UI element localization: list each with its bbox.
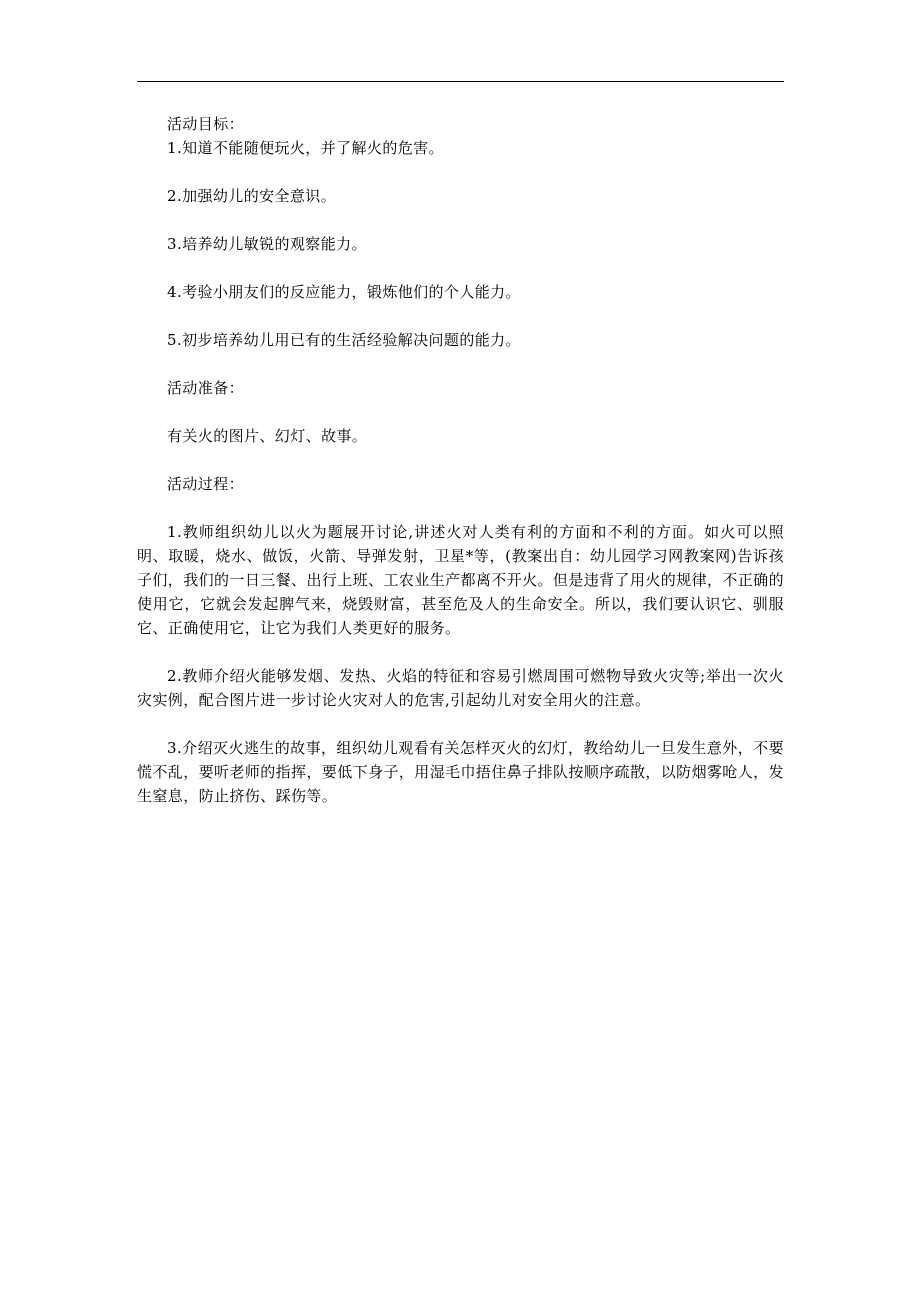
process-heading: 活动过程： [167, 475, 245, 493]
header-rule [137, 81, 784, 82]
goal-item: 4.考验小朋友们的反应能力，锻炼他们的个人能力。 [167, 283, 521, 301]
goal-item: 2.加强幼儿的安全意识。 [167, 187, 337, 205]
prep-text: 有关火的图片、幻灯、故事。 [167, 427, 368, 445]
process-paragraph: 1.教师组织幼儿以火为题展开讨论,讲述火对人类有利的方面和不利的方面。如火可以照明、取暖，烧水、做饭，火箭、导弹发射，卫星*等，(教案出自：幼儿园学习网教案网)告诉孩子们，我们的一日三餐、出行上班、工农业生产都离不开火。但是违背了用火的规律，不正确的使用它，它就会发起脾气来，烧毁财富，甚至危及人的生命安全。所以，我们要认识它、驯服它、正确使用它，让它为我们人类更好的服务。 [137, 523, 784, 637]
goal-item: 5.初步培养幼儿用已有的生活经验解决问题的能力。 [167, 331, 521, 349]
process-paragraph: 2.教师介绍火能够发烟、发热、火焰的特征和容易引燃周围可燃物导致火灾等;举出一次火灾实例，配合图片进一步讨论火灾对人的危害,引起幼儿对安全用火的注意。 [137, 667, 784, 709]
goal-item: 3.培养幼儿敏锐的观察能力。 [167, 235, 367, 253]
goal-item: 1.知道不能随便玩火，并了解火的危害。 [167, 139, 444, 157]
goals-heading: 活动目标： [167, 115, 245, 133]
prep-heading: 活动准备： [167, 379, 245, 397]
document-body [137, 112, 784, 808]
process-paragraph: 3.介绍灭火逃生的故事，组织幼儿观看有关怎样灭火的幻灯，教给幼儿一旦发生意外，不要慌不乱，要听老师的指挥，要低下身子，用湿毛巾捂住鼻子排队按顺序疏散，以防烟雾呛人，发生窒息，防止挤伤、踩伤等。 [137, 739, 784, 805]
